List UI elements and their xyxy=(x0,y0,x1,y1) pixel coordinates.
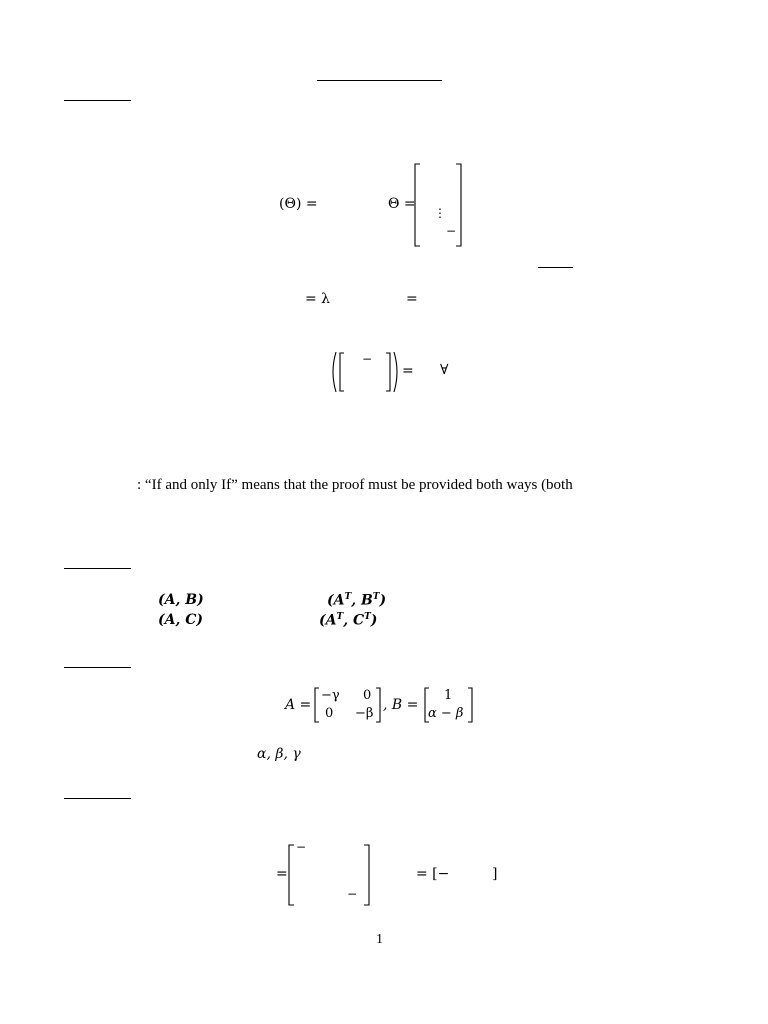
system-eq-left: = xyxy=(276,866,288,882)
eigen-equals: = xyxy=(406,291,418,307)
pair-at-ct-open: (A xyxy=(319,612,337,629)
b-matrix-r2: α − β xyxy=(428,706,464,721)
pair-a-b: (A, B) xyxy=(158,592,204,608)
ctrl-equals: = xyxy=(402,363,414,379)
pair-a-c: (A, C) xyxy=(158,612,204,628)
pair-at-ct-close: ) xyxy=(370,612,378,629)
a-matrix-r1c1: −γ xyxy=(321,688,340,703)
a-matrix-r1c2: 0 xyxy=(363,688,372,703)
section-3-heading-rule xyxy=(64,667,131,668)
theta-equals: Θ = xyxy=(388,196,416,212)
output-eq-close: ] xyxy=(492,866,498,882)
b-matrix-r1: 1 xyxy=(444,688,453,703)
section-4-heading-rule xyxy=(64,798,131,799)
a-matrix-label: A = xyxy=(285,697,312,713)
parameters-list: α, β, γ xyxy=(257,746,301,762)
eigen-equation: = λ xyxy=(305,291,331,307)
title-underline xyxy=(317,80,442,81)
pair-at-ct xyxy=(319,612,377,629)
theta-minus: − xyxy=(446,224,457,238)
system-matrix-minus-bottom: − xyxy=(347,887,358,901)
output-eq-right: = [− xyxy=(416,866,450,882)
pair-at-ct-sup2: T xyxy=(364,612,371,622)
pair-at-bt xyxy=(327,592,386,609)
section-1-heading-rule xyxy=(64,100,131,101)
pair-at-bt-open: (A xyxy=(327,592,345,609)
b-matrix-label: , B = xyxy=(383,697,419,713)
pair-at-ct-sup1: T xyxy=(336,612,344,622)
note-line: : “If and only If” means that the proof must be provided both ways (both xyxy=(137,477,573,493)
theta-expression-left: (Θ) = xyxy=(279,196,318,212)
pair-at-bt-mid: , B xyxy=(351,592,373,609)
page-number: 1 xyxy=(376,932,383,947)
pair-at-ct-mid: , C xyxy=(343,612,365,629)
theta-vdots: ⋮ xyxy=(434,206,446,220)
pair-at-bt-sup1: T xyxy=(344,592,352,602)
right-short-rule xyxy=(538,267,573,268)
pair-at-bt-close: ) xyxy=(379,592,387,609)
a-matrix-r2c1: 0 xyxy=(325,706,334,721)
forall-symbol: ∀ xyxy=(440,362,449,378)
a-matrix-r2c2: −β xyxy=(355,706,374,721)
system-matrix-minus-top: − xyxy=(296,840,307,854)
section-2-heading-rule xyxy=(64,568,131,569)
ctrl-minus: − xyxy=(362,352,373,366)
pair-at-bt-sup2: T xyxy=(372,592,380,602)
